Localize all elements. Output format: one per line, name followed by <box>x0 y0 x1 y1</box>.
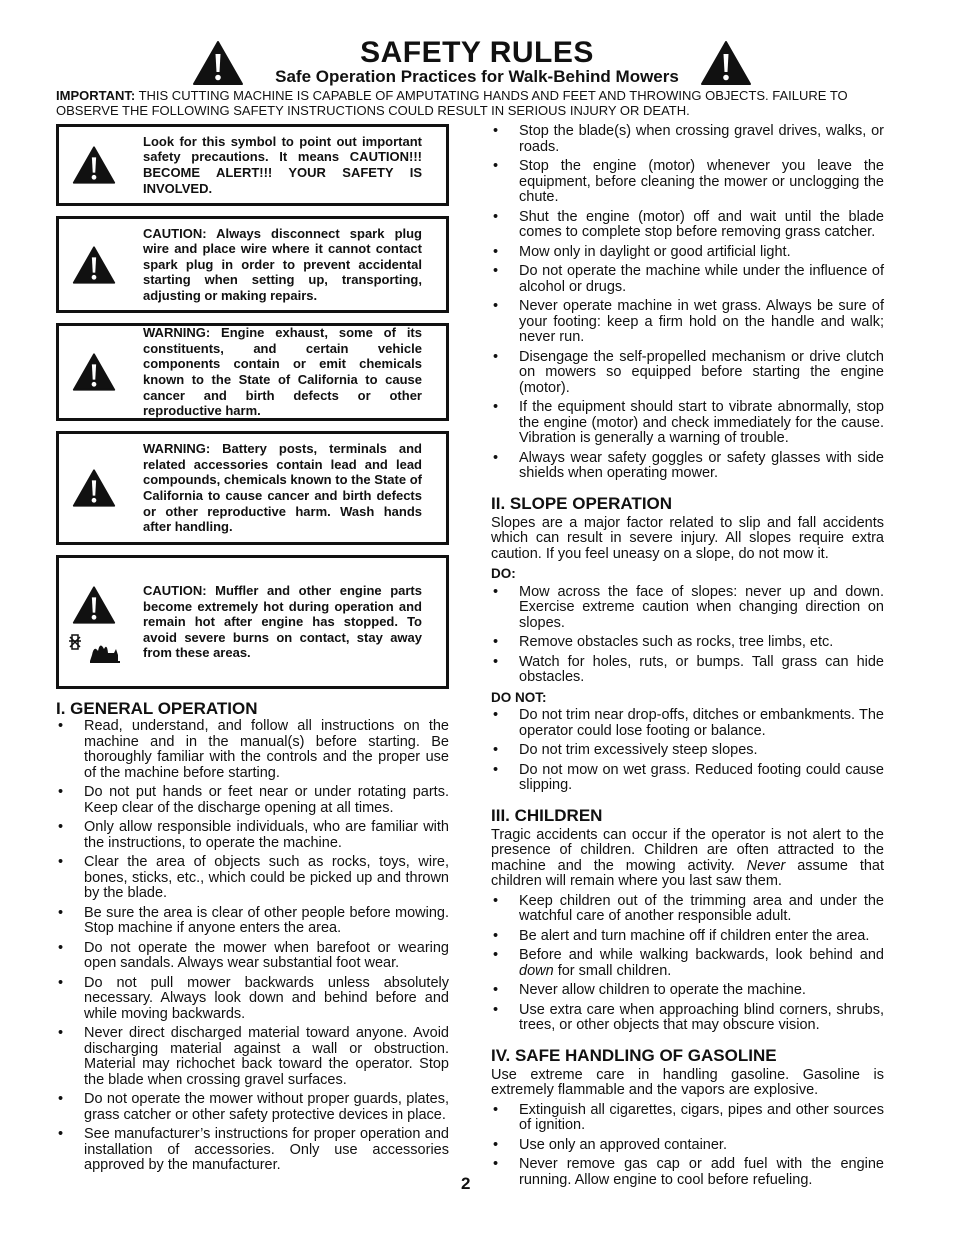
warning-triangle-icon <box>72 459 116 517</box>
list-item: • Be sure the area is clear of other people before mowing. Stop machine if anyone enters the area. <box>56 906 449 937</box>
right-column <box>491 124 884 1192</box>
page-number: 2 <box>461 1174 471 1193</box>
warning-box-text: WARNING: Battery posts, terminals and related accessories contain lead and lead compounds, chemicals known to the State of California to cause cancer and birth defects or other reproductive harm. Wash hands after handling. <box>143 441 422 535</box>
warning-triangle-icon <box>72 136 116 194</box>
list-item: • Do not trim excessively steep slopes. <box>491 743 884 759</box>
list-item: • Do not pull mower backwards unless absolutely necessary. Always look down and behind before and while moving backwards. <box>56 976 449 1023</box>
list-item: • Do not operate the mower without proper guards, plates, grass catcher or other safety protective devices in place. <box>56 1092 449 1123</box>
warning-box-text: WARNING: Engine exhaust, some of its constituents, and certain vehicle components contain or emit chemicals known to the State of California to cause cancer and birth defects or other reproductive harm. <box>143 325 422 419</box>
important-notice <box>56 88 886 118</box>
gasoline-list <box>491 1103 884 1189</box>
list-item: • Be alert and turn machine off if children enter the area. <box>491 929 884 945</box>
list-item: • Use extra care when approaching blind corners, shrubs, trees, or other objects that may obscure vision. <box>491 1003 884 1034</box>
warning-box-text: Look for this symbol to point out important safety precautions. It means CAUTION!!! BECOME ALERT!!! YOUR SAFETY IS INVOLVED. <box>143 133 422 196</box>
warning-triangle-icon <box>72 236 116 294</box>
list-item: • Never allow children to operate the machine. <box>491 983 884 999</box>
list-item: • Mow across the face of slopes: never up and down. Exercise extreme caution when changing direction on slopes. <box>491 585 884 632</box>
list-item: • Never operate machine in wet grass. Always be sure of your footing: keep a firm hold on the handle and walk; never run. <box>491 299 884 346</box>
list-item: • Never direct discharged material toward anyone. Avoid discharging material against a wall or obstruction. Material may richochet back toward the operator. Stop the blade when crossing gravel surfaces. <box>56 1026 449 1088</box>
list-item: • Mow only in daylight or good artificial light. <box>491 245 884 261</box>
warning-triangle-icon <box>72 343 116 401</box>
section-heading-children: III. CHILDREN <box>491 805 603 825</box>
list-item: • Remove obstacles such as rocks, tree limbs, etc. <box>491 635 884 651</box>
warning-box <box>56 431 449 545</box>
list-item: • Only allow responsible individuals, who are familiar with the instructions, to operate the machine. <box>56 820 449 851</box>
list-item: • Stop the engine (motor) whenever you leave the equipment, before cleaning the mower or unclogging the chute. <box>491 159 884 206</box>
left-column <box>56 124 449 1178</box>
list-item: • Read, understand, and follow all instructions on the machine and in the manual(s) before starting. Be thoroughly familiar with the controls and the proper use of the machine before starting. <box>56 719 449 781</box>
list-item-text: for small children. <box>553 962 672 979</box>
gasoline-intro: Use extreme care in handling gasoline. Gasoline is extremely flammable and the vapors are explosive. <box>491 1066 884 1098</box>
list-item: • Extinguish all cigarettes, cigars, pipes and other sources of ignition. <box>491 1103 884 1134</box>
list-item: • Do not operate the mower when barefoot or wearing open sandals. Always wear substantial foot wear. <box>56 941 449 972</box>
children-intro <box>491 828 884 890</box>
page-title: SAFETY RULES <box>360 36 594 69</box>
list-item: • Watch for holes, ruts, or bumps. Tall grass can hide obstacles. <box>491 655 884 686</box>
do-list <box>491 585 884 686</box>
list-item: • Stop the blade(s) when crossing gravel drives, walks, or roads. <box>491 124 884 155</box>
list-item: • Do not trim near drop-offs, ditches or embankments. The operator could lose footing or balance. <box>491 708 884 739</box>
do-label: DO: <box>491 566 516 581</box>
warning-box-text: CAUTION: Always disconnect spark plug wire and place wire where it cannot contact spark plug in order to prevent accidental starting when setting up, transporting, adjusting or making repairs. <box>143 225 422 303</box>
important-text: THIS CUTTING MACHINE IS CAPABLE OF AMPUTATING HANDS AND FEET AND THROWING OBJECTS. FAILURE TO OBSERVE THE FOLLOWING SAFETY INSTRUCTIONS COULD RESULT IN SERIOUS INJURY OR DEATH. <box>56 88 848 118</box>
important-label: IMPORTANT: <box>56 88 136 103</box>
children-intro-text: assume that children will remain where you last saw them. <box>491 857 885 889</box>
list-item <box>491 948 884 979</box>
hot-surface-icon <box>64 631 124 665</box>
list-item-text: Before and while walking backwards, look behind and <box>519 947 884 963</box>
list-item: • Do not put hands or feet near or under rotating parts. Keep clear of the discharge opening at all times. <box>56 785 449 816</box>
warning-box-text: CAUTION: Muffler and other engine parts become extremely hot during operation and remain hot after engine has stopped. To avoid severe burns on contact, stay away from these areas. <box>143 583 422 661</box>
section-heading-general: I. GENERAL OPERATION <box>56 699 258 718</box>
general-list-continued <box>491 124 884 482</box>
warning-box <box>56 555 449 689</box>
page-subtitle: Safe Operation Practices for Walk-Behind Mowers <box>275 67 679 86</box>
warning-box <box>56 323 449 421</box>
warning-box <box>56 216 449 313</box>
list-item: • Clear the area of objects such as rocks, toys, wire, bones, sticks, etc., which could be picked up and thrown by the blade. <box>56 855 449 902</box>
children-intro-text: Tragic accidents can occur if the operator is not alert to the presence of children. Children are often attracted to the machine and the mowing activity. <box>491 826 884 874</box>
list-item: • Do not mow on wet grass. Reduced footing could cause slipping. <box>491 763 884 794</box>
warning-box <box>56 124 449 206</box>
list-item: • Never remove gas cap or add fuel with the engine running. Allow engine to cool before refueling. <box>491 1157 884 1188</box>
list-item: • Disengage the self-propelled mechanism or drive clutch on mowers so equipped before starting the engine (motor). <box>491 350 884 397</box>
warning-triangle-icon <box>72 579 116 631</box>
list-item: • If the equipment should start to vibrate abnormally, stop the engine (motor) and check immediately for the cause. Vibration is generally a warning of trouble. <box>491 400 884 447</box>
list-item: • See manufacturer’s instructions for proper operation and installation of accessories. Only use accessories approved by the manufacturer. <box>56 1127 449 1174</box>
list-item: • Shut the engine (motor) off and wait until the blade comes to complete stop before removing grass catcher. <box>491 210 884 241</box>
slope-intro: Slopes are a major factor related to slip and fall accidents which can result in severe injury. All slopes require extra caution. If you feel uneasy on a slope, do not mow it. <box>491 514 884 562</box>
list-item: • Use only an approved container. <box>491 1138 884 1154</box>
list-item-emphasis: down <box>519 962 554 979</box>
children-list <box>491 894 884 1034</box>
children-intro-emphasis: Never <box>746 857 786 874</box>
do-not-label: DO NOT: <box>491 689 547 705</box>
list-item: • Do not operate the machine while under the influence of alcohol or drugs. <box>491 264 884 295</box>
section-heading-slope: II. SLOPE OPERATION <box>491 493 673 513</box>
general-list <box>56 719 449 1174</box>
do-not-list <box>491 708 884 794</box>
list-item: • Keep children out of the trimming area and under the watchful care of another responsible adult. <box>491 894 884 925</box>
section-heading-gasoline: IV. SAFE HANDLING OF GASOLINE <box>491 1045 777 1065</box>
list-item: • Always wear safety goggles or safety glasses with side shields when operating mower. <box>491 451 884 482</box>
